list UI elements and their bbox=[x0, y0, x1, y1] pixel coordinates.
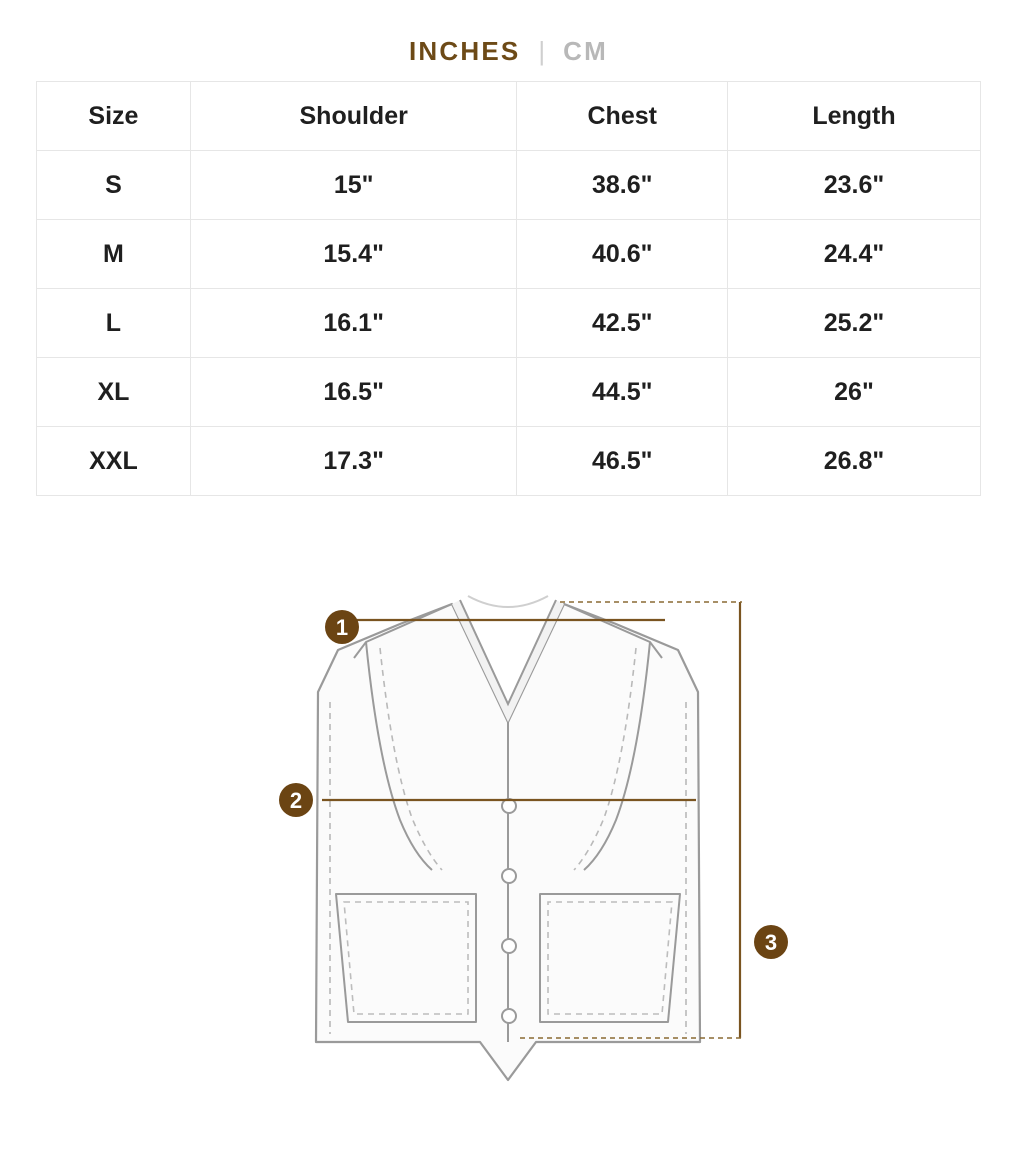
vest-button-3 bbox=[502, 939, 516, 953]
unit-option-cm[interactable]: CM bbox=[563, 36, 609, 66]
cell-size: XL bbox=[37, 358, 191, 427]
vest-illustration bbox=[316, 596, 700, 1080]
vest-back-neck bbox=[468, 596, 548, 607]
cell-size: XXL bbox=[37, 427, 191, 496]
table-row bbox=[37, 427, 981, 496]
unit-divider: | bbox=[538, 35, 546, 66]
table-row bbox=[37, 358, 981, 427]
badge-label-2: 2 bbox=[289, 788, 303, 813]
cell-size: L bbox=[37, 289, 191, 358]
size-chart-table-wrapper bbox=[0, 81, 1017, 496]
marker-badge-3 bbox=[754, 925, 788, 959]
cell-shoulder: 16.1" bbox=[190, 289, 517, 358]
marker-badge-2 bbox=[279, 783, 313, 817]
badge-label-1: 1 bbox=[335, 615, 349, 640]
cell-chest: 44.5" bbox=[517, 358, 728, 427]
vest-button-2 bbox=[502, 869, 516, 883]
cell-chest: 40.6" bbox=[517, 220, 728, 289]
size-chart-table bbox=[36, 81, 981, 496]
cell-chest: 38.6" bbox=[517, 151, 728, 220]
table-row bbox=[37, 220, 981, 289]
column-header-shoulder: Shoulder bbox=[190, 82, 517, 151]
cell-length: 24.4" bbox=[727, 220, 980, 289]
cell-length: 26.8" bbox=[727, 427, 980, 496]
vest-button-4 bbox=[502, 1009, 516, 1023]
marker-badge-1 bbox=[325, 610, 359, 644]
cell-chest: 46.5" bbox=[517, 427, 728, 496]
measurement-diagram bbox=[0, 582, 1017, 1142]
cell-length: 23.6" bbox=[727, 151, 980, 220]
table-row bbox=[37, 289, 981, 358]
cell-chest: 42.5" bbox=[517, 289, 728, 358]
table-row bbox=[37, 151, 981, 220]
cell-size: M bbox=[37, 220, 191, 289]
vest-diagram-svg bbox=[0, 582, 1017, 1082]
unit-option-inches[interactable]: INCHES bbox=[408, 36, 521, 66]
cell-length: 26" bbox=[727, 358, 980, 427]
cell-length: 25.2" bbox=[727, 289, 980, 358]
table-header-row bbox=[37, 82, 981, 151]
cell-shoulder: 16.5" bbox=[190, 358, 517, 427]
column-header-length: Length bbox=[727, 82, 980, 151]
cell-shoulder: 15.4" bbox=[190, 220, 517, 289]
unit-toggle[interactable] bbox=[0, 0, 1017, 81]
cell-shoulder: 17.3" bbox=[190, 427, 517, 496]
cell-size: S bbox=[37, 151, 191, 220]
cell-shoulder: 15" bbox=[190, 151, 517, 220]
badge-label-3: 3 bbox=[764, 930, 778, 955]
column-header-size: Size bbox=[37, 82, 191, 151]
column-header-chest: Chest bbox=[517, 82, 728, 151]
